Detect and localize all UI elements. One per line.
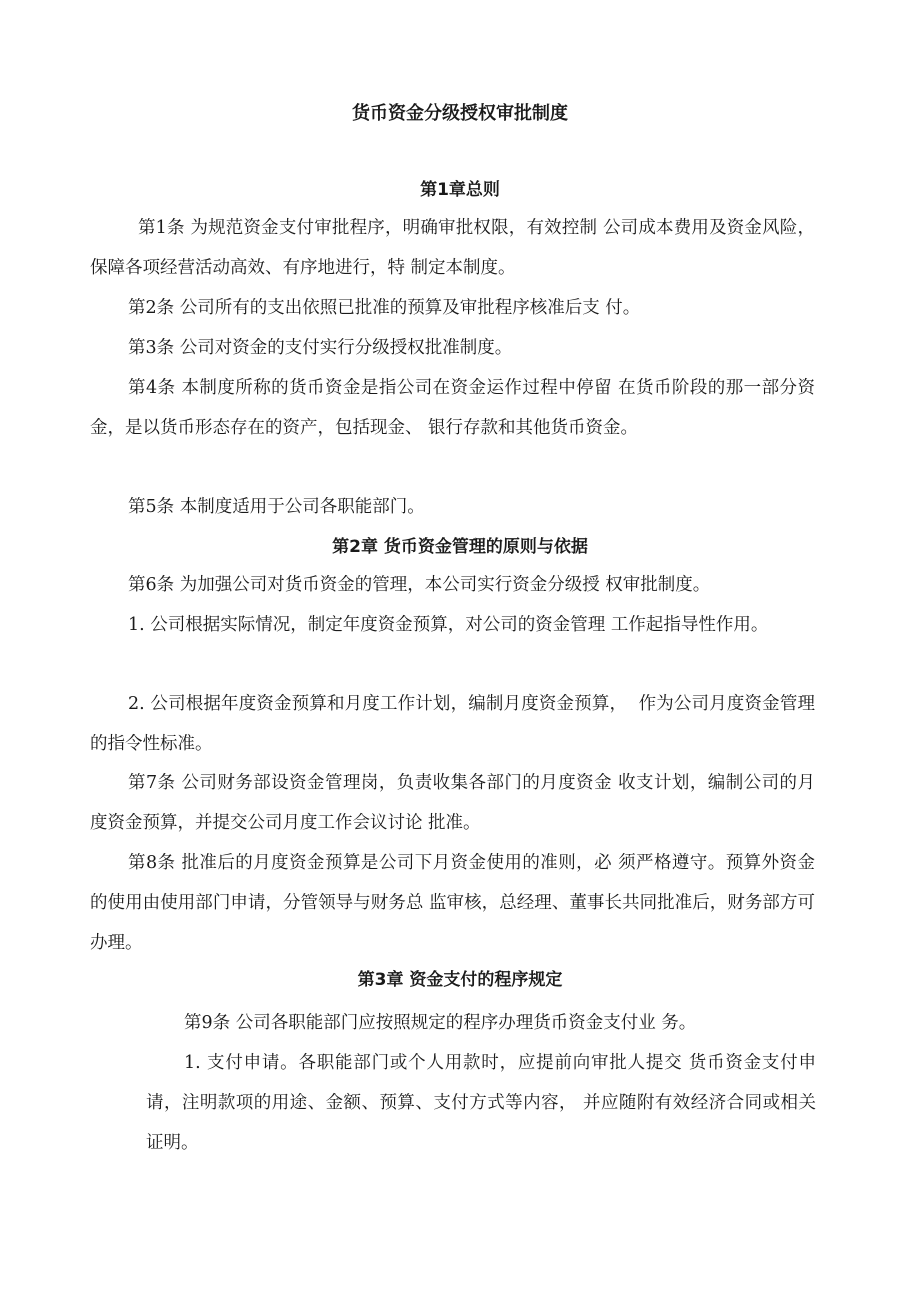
article-5: 第5条 本制度适用于公司各职能部门。 bbox=[128, 497, 425, 517]
article-3: 第3条 公司对资金的支付实行分级授权批准制度。 bbox=[128, 338, 513, 358]
article-4: 第4条 本制度所称的货币资金是指公司在资金运作过程中停留 在货币阶段的那一部分资金，是以货币形态存在的资产，包括现金、 银行存款和其他货币资金。 bbox=[90, 378, 815, 438]
article-6-item-1: 1. 公司根据实际情况，制定年度资金预算，对公司的资金管理 工作起指导性作用。 bbox=[128, 615, 769, 635]
article-6-item-2: 2. 公司根据年度资金预算和月度工作计划，编制月度资金预算， 作为公司月度资金管理的指令性标准。 bbox=[90, 694, 815, 754]
article-2: 第2条 公司所有的支出依照已批准的预算及审批程序核准后支 付。 bbox=[128, 298, 641, 318]
article-8: 第8条 批准后的月度资金预算是公司下月资金使用的准则，必 须严格遵守。预算外资金的使用由使用部门申请，分管领导与财务总 监审核，总经理、董事长共同批准后，财务部方可办理。 bbox=[90, 853, 815, 953]
chapter-1-heading: 第1章总则 bbox=[420, 180, 500, 200]
chapter-3-heading: 第3章 资金支付的程序规定 bbox=[357, 970, 563, 990]
document-title: 货币资金分级授权审批制度 bbox=[352, 103, 568, 124]
article-9-item-1: 1. 支付申请。各职能部门或个人用款时，应提前向审批人提交 货币资金支付申请，注明款项的用途、金额、预算、支付方式等内容， 并应随附有效经济合同或相关证明。 bbox=[146, 1053, 816, 1153]
article-9: 第9条 公司各职能部门应按照规定的程序办理货币资金支付业 务。 bbox=[184, 1013, 697, 1033]
chapter-2-heading: 第2章 货币资金管理的原则与依据 bbox=[332, 537, 588, 557]
article-1: 第1条 为规范资金支付审批程序，明确审批权限，有效控制 公司成本费用及资金风险，保障各项经营活动高效、有序地进行，特 制定本制度。 bbox=[90, 218, 815, 278]
article-6: 第6条 为加强公司对货币资金的管理，本公司实行资金分级授 权审批制度。 bbox=[128, 575, 711, 595]
article-7: 第7条 公司财务部设资金管理岗，负责收集各部门的月度资金 收支计划，编制公司的月度资金预算，并提交公司月度工作会议讨论 批准。 bbox=[90, 773, 815, 833]
